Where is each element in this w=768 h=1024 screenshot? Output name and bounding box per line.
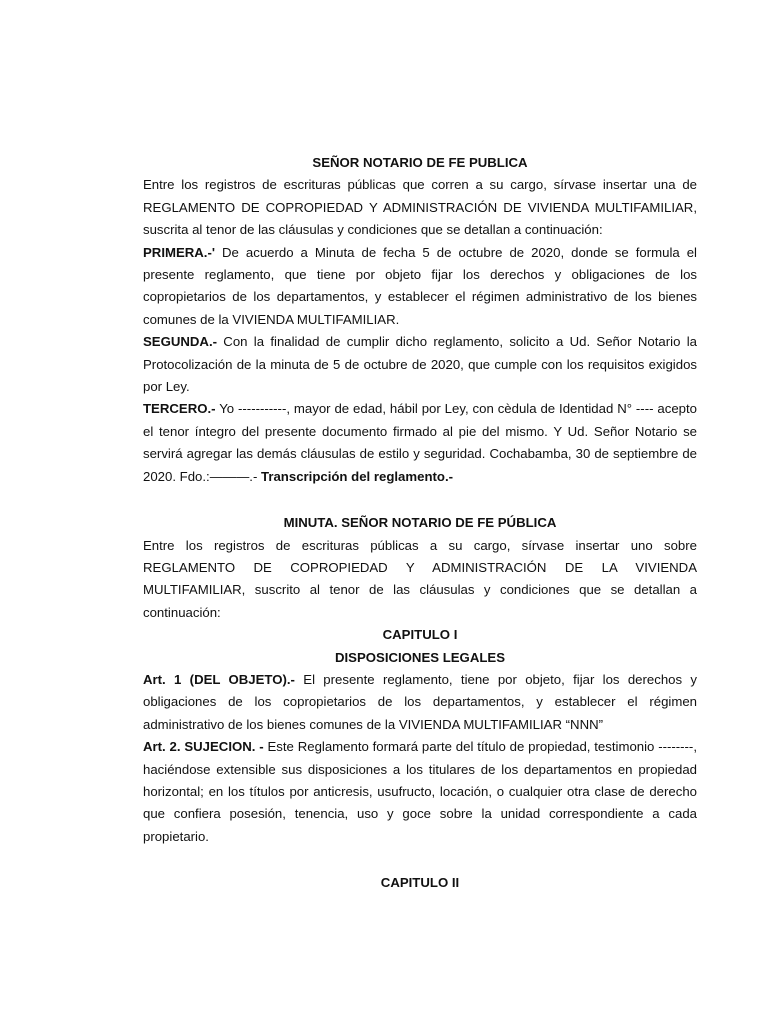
transcription-label: Transcripción del reglamento.- [257, 468, 454, 484]
article-1-text: El presente reglamento, tiene por objeto, fijar los derechos y obligaciones de los copropietarios de los departamentos, y establecer el régimen administrativo de los bienes comunes de la VIVIENDA MULTIFAMILIAR “NNN” [143, 671, 697, 732]
clause-tercero-label: TERCERO.- [143, 401, 216, 417]
clause-primera-label: PRIMERA.-' [143, 244, 216, 260]
chapter-1-title: CAPITULO I [382, 627, 458, 643]
clause-primera-text: De acuerdo a Minuta de fecha 5 de octubre de 2020, donde se formula el presente reglamento, que tiene por objeto fijar los derechos y obligaciones de los copropietarios de los departamentos, y establecer el régimen administrativo de los bienes comunes de la VIVIENDA MULTIFAMILIAR. [143, 244, 697, 327]
article-1-label: Art. 1 (DEL OBJETO).- [143, 671, 295, 687]
clause-segunda-label: SEGUNDA.- [143, 334, 217, 350]
intro-paragraph: Entre los registros de escrituras públicas que corren a su cargo, sírvase insertar una de REGLAMENTO DE COPROPIEDAD Y ADMINISTRACIÓN DE VIVIENDA MULTIFAMILIAR, suscrita al tenor de las cláusulas y condiciones que se detallan a continuación: [143, 177, 697, 238]
spacer [143, 488, 697, 512]
chapter-2-title: CAPITULO II [380, 875, 460, 891]
section-title-notary-request: SEÑOR NOTARIO DE FE PUBLICA [312, 155, 528, 170]
spacer [143, 848, 697, 872]
article-2-text: Este Reglamento formará parte del título de propiedad, testimonio --------, haciéndose extensible sus disposiciones a los titulares de los departamentos en propiedad horizontal; en los títulos por anticresis, usufructo, locación, o cualquier otra clase de derecho que confiera posesión, tenencia, uso y goce sobre la unidad correspondiente a cada propietario. [143, 739, 697, 844]
clause-tercero [143, 398, 697, 488]
article-2-label: Art. 2. SUJECION. - [143, 739, 264, 755]
document-body [143, 152, 697, 895]
chapter-1-subtitle: DISPOSICIONES LEGALES [334, 649, 505, 665]
clause-tercero-text: Yo -----------, mayor de edad, hábil por Ley, con cèdula de Identidad N° ---- acepto el tenor íntegro del presente documento firmado al pie del mismo. Y Ud. Señor Notario se servirá agregar las demás cláusulas de estilo y seguridad. Cochabamba, 30 de septiembre de 2020. Fdo.:———.- [143, 401, 697, 484]
clause-segunda [143, 331, 697, 398]
clause-primera [143, 242, 697, 332]
article-2 [143, 736, 697, 848]
minuta-intro-paragraph: Entre los registros de escrituras públicas a su cargo, sírvase insertar uno sobre REGLAMENTO DE COPROPIEDAD Y ADMINISTRACIÓN DE LA VIVIENDA MULTIFAMILIAR, suscrito al tenor de las cláusulas y condiciones que se detallan a continuación: [143, 537, 697, 620]
section-title-minuta: MINUTA. SEÑOR NOTARIO DE FE PÚBLICA [283, 515, 557, 531]
article-1 [143, 669, 697, 736]
clause-segunda-text: Con la finalidad de cumplir dicho reglamento, solicito a Ud. Señor Notario la Protocolización de la minuta de 5 de octubre de 2020, que cumple con los requisitos exigidos por Ley. [143, 334, 697, 395]
